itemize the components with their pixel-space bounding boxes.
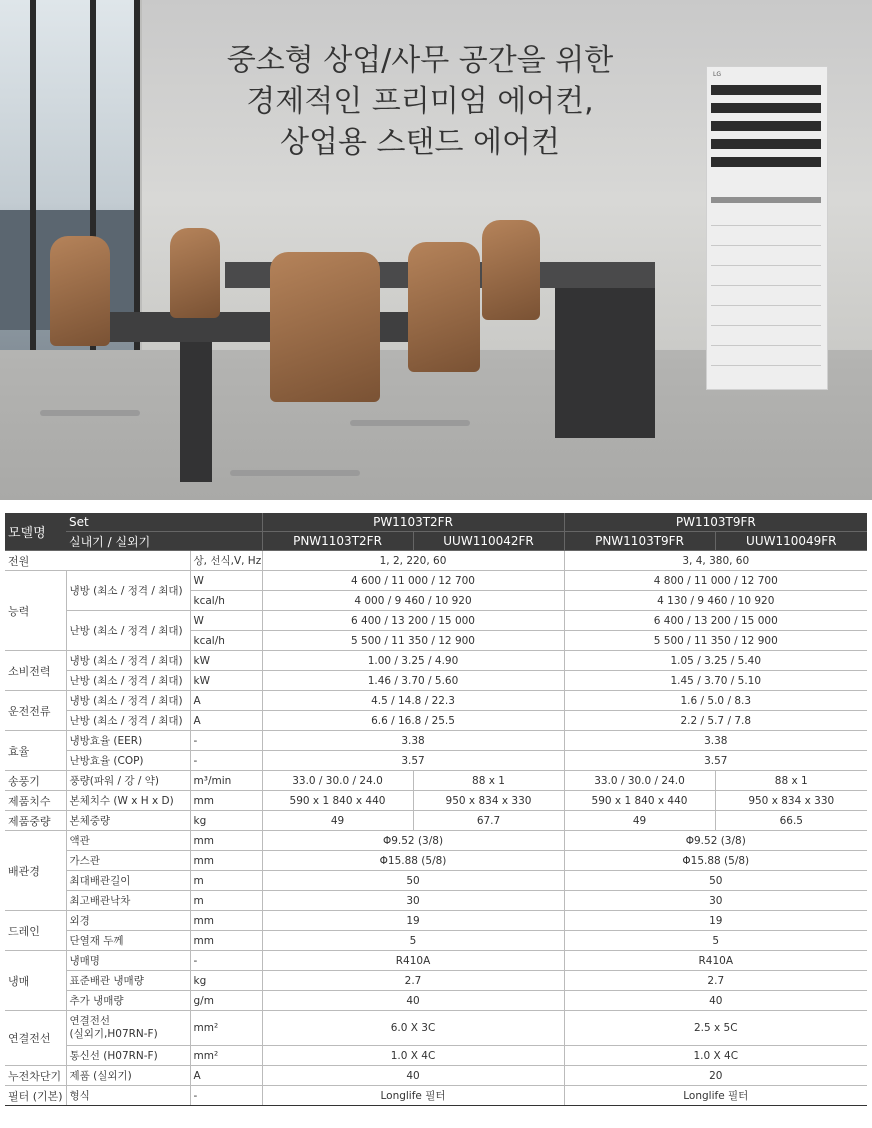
model-2-outdoor: UUW110049FR xyxy=(715,532,867,551)
model-2-name: PW1103T9FR xyxy=(564,513,867,532)
table-row: 송풍기 풍량(파워 / 강 / 약) m³/min 33.0 / 30.0 / 24.0 88 x 1 33.0 / 30.0 / 24.0 88 x 1 xyxy=(5,771,867,791)
hero-title xyxy=(180,40,660,163)
table-row: 필터 (기본) 형식 - Longlife 필터 Longlife 필터 xyxy=(5,1086,867,1106)
table-row: 난방효율 (COP) - 3.57 3.57 xyxy=(5,751,867,771)
hero-title-line-2: 경제적인 프리미엄 에어컨, xyxy=(246,84,594,119)
table-header-row xyxy=(5,513,867,532)
table-row: 냉매 냉매명 - R410A R410A xyxy=(5,951,867,971)
table-row: 전원 상, 선식,V, Hz 1, 2, 220, 60 3, 4, 380, 60 xyxy=(5,551,867,571)
model-1-name: PW1103T2FR xyxy=(262,513,564,532)
table-row: 표준배관 냉매량 kg 2.7 2.7 xyxy=(5,971,867,991)
table-row: 드레인 외경 mm 19 19 xyxy=(5,911,867,931)
table-row: 난방 (최소 / 정격 / 최대) W 6 400 / 13 200 / 15 000 6 400 / 13 200 / 15 000 xyxy=(5,611,867,631)
table-row: 누전차단기 제품 (실외기) A 40 20 xyxy=(5,1066,867,1086)
table-row: kcal/h 4 000 / 9 460 / 10 920 4 130 / 9 460 / 10 920 xyxy=(5,591,867,611)
table-row: 추가 냉매량 g/m 40 40 xyxy=(5,991,867,1011)
table-row: 배관경 액관 mm Φ9.52 (3/8) Φ9.52 (3/8) xyxy=(5,831,867,851)
hero-title-line-1: 중소형 상업/사무 공간을 위한 xyxy=(226,43,614,78)
table-row: 소비전력 냉방 (최소 / 정격 / 최대) kW 1.00 / 3.25 / 4.90 1.05 / 3.25 / 5.40 xyxy=(5,651,867,671)
table-row: 제품중량 본체중량 kg 49 67.7 49 66.5 xyxy=(5,811,867,831)
display-panel xyxy=(711,197,821,203)
brand-logo: LG xyxy=(713,71,721,78)
model-2-indoor: PNW1103T9FR xyxy=(564,532,715,551)
chair xyxy=(170,228,220,318)
spec-table xyxy=(5,513,867,1106)
stand-air-conditioner xyxy=(706,66,828,390)
model-label: 모델명 xyxy=(5,513,66,551)
chair xyxy=(50,236,110,346)
set-label: Set xyxy=(66,513,262,532)
table-header-row xyxy=(5,532,867,551)
unit-type-label: 실내기 / 실외기 xyxy=(66,532,262,551)
table-row: kcal/h 5 500 / 11 350 / 12 900 5 500 / 11 350 / 12 900 xyxy=(5,631,867,651)
table-row: 단열재 두께 mm 5 5 xyxy=(5,931,867,951)
table-row: 통신선 (H07RN-F) mm² 1.0 X 4C 1.0 X 4C xyxy=(5,1046,867,1066)
hero-image xyxy=(0,0,872,500)
table-row: 효율 냉방효율 (EER) - 3.38 3.38 xyxy=(5,731,867,751)
table-row: 연결전선 연결전선 (실외기,H07RN-F) mm² 6.0 X 3C 2.5 x 5C xyxy=(5,1011,867,1046)
table-row: 최대배관길이 m 50 50 xyxy=(5,871,867,891)
chair xyxy=(270,252,380,402)
table-row: 능력 냉방 (최소 / 정격 / 최대) W 4 600 / 11 000 / 12 700 4 800 / 11 000 / 12 700 xyxy=(5,571,867,591)
table-row: 가스관 mm Φ15.88 (5/8) Φ15.88 (5/8) xyxy=(5,851,867,871)
table-row: 난방 (최소 / 정격 / 최대) kW 1.46 / 3.70 / 5.60 1.45 / 3.70 / 5.10 xyxy=(5,671,867,691)
chair xyxy=(408,242,480,372)
table-row: 최고배관낙차 m 30 30 xyxy=(5,891,867,911)
table-row: 난방 (최소 / 정격 / 최대) A 6.6 / 16.8 / 25.5 2.2 / 5.7 / 7.8 xyxy=(5,711,867,731)
table-row: 제품치수 본체치수 (W x H x D) mm 590 x 1 840 x 440 950 x 834 x 330 590 x 1 840 x 440 950 x 834 x 330 xyxy=(5,791,867,811)
model-1-indoor: PNW1103T2FR xyxy=(262,532,413,551)
chair xyxy=(482,220,540,320)
model-1-outdoor: UUW110042FR xyxy=(413,532,564,551)
table-row: 운전전류 냉방 (최소 / 정격 / 최대) A 4.5 / 14.8 / 22.3 1.6 / 5.0 / 8.3 xyxy=(5,691,867,711)
hero-title-line-3: 상업용 스탠드 에어컨 xyxy=(280,125,560,160)
